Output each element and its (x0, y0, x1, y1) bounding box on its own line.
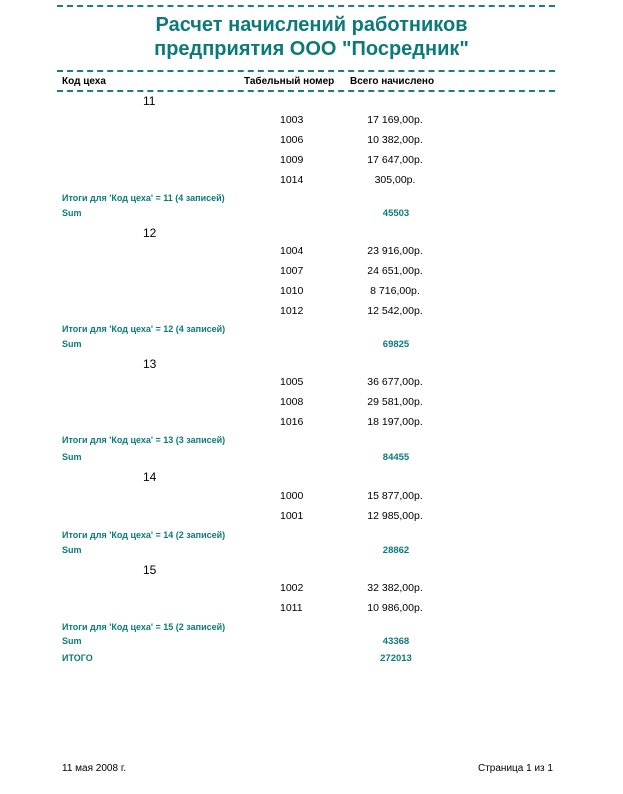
column-header-total: Всего начислено (350, 76, 435, 87)
group-code: 12 (143, 226, 157, 240)
employee-amount: 12 542,00р. (367, 305, 423, 317)
employee-amount: 10 382,00р. (367, 134, 423, 146)
group-sum-label: Sum (62, 208, 82, 218)
employee-amount: 17 169,00р. (367, 114, 423, 126)
employee-tab-number: 1012 (280, 305, 304, 317)
employee-amount: 305,00р. (374, 174, 416, 186)
employee-amount: 17 647,00р. (367, 154, 423, 166)
employee-amount: 18 197,00р. (367, 416, 423, 428)
employee-amount: 23 916,00р. (367, 245, 423, 257)
group-sum-value: 43368 (382, 636, 410, 647)
employee-amount: 15 877,00р. (367, 490, 423, 502)
footer-date: 11 мая 2008 г. (62, 763, 127, 774)
group-code: 14 (143, 470, 157, 484)
group-code: 15 (143, 563, 157, 577)
employee-tab-number: 1005 (280, 376, 304, 388)
footer-page: Страница 1 из 1 (478, 763, 553, 774)
group-sum-value: 84455 (382, 452, 410, 463)
group-summary-label: Итоги для 'Код цеха' = 15 (2 записей) (62, 622, 226, 632)
employee-amount: 10 986,00р. (367, 602, 423, 614)
group-sum-value: 69825 (382, 339, 410, 350)
employee-tab-number: 1000 (280, 490, 304, 502)
employee-amount: 12 985,00р. (367, 510, 423, 522)
grand-total-value: 272013 (380, 653, 412, 664)
group-summary-label: Итоги для 'Код цеха' = 14 (2 записей) (62, 530, 226, 540)
employee-tab-number: 1004 (280, 245, 304, 257)
employee-tab-number: 1002 (280, 582, 304, 594)
employee-amount: 24 651,00р. (367, 265, 423, 277)
group-summary-label: Итоги для 'Код цеха' = 12 (4 записей) (62, 324, 226, 334)
group-sum-label: Sum (62, 339, 82, 349)
top-divider (57, 5, 555, 7)
employee-tab-number: 1001 (280, 510, 304, 522)
employee-tab-number: 1011 (280, 602, 303, 614)
employee-tab-number: 1006 (280, 134, 304, 146)
group-sum-label: Sum (62, 636, 82, 646)
report-title-line1: Расчет начислений работников (155, 14, 468, 36)
employee-amount: 36 677,00р. (367, 376, 423, 388)
header-divider-top (57, 70, 555, 72)
group-summary-label: Итоги для 'Код цеха' = 13 (3 записей) (62, 435, 226, 445)
group-code: 13 (143, 357, 157, 371)
employee-amount: 8 716,00р. (370, 285, 420, 297)
employee-tab-number: 1003 (280, 114, 304, 126)
grand-total-label: ИТОГО (62, 653, 93, 663)
column-header-tab: Табельный номер (244, 76, 335, 87)
group-code: 11 (143, 94, 156, 108)
group-sum-label: Sum (62, 452, 82, 462)
employee-tab-number: 1016 (280, 416, 304, 428)
employee-tab-number: 1014 (280, 174, 304, 186)
group-sum-value: 45503 (382, 208, 410, 219)
employee-tab-number: 1007 (280, 265, 304, 277)
column-header-dept: Код цеха (62, 76, 106, 87)
report-title-line2: предприятия ООО "Посредник" (154, 38, 469, 60)
employee-amount: 29 581,00р. (367, 396, 423, 408)
group-sum-label: Sum (62, 545, 82, 555)
employee-tab-number: 1009 (280, 154, 304, 166)
group-summary-label: Итоги для 'Код цеха' = 11 (4 записей) (62, 193, 225, 203)
employee-tab-number: 1010 (280, 285, 304, 297)
employee-tab-number: 1008 (280, 396, 304, 408)
header-divider-bottom (57, 90, 555, 92)
employee-amount: 32 382,00р. (367, 582, 423, 594)
group-sum-value: 28862 (382, 545, 410, 556)
